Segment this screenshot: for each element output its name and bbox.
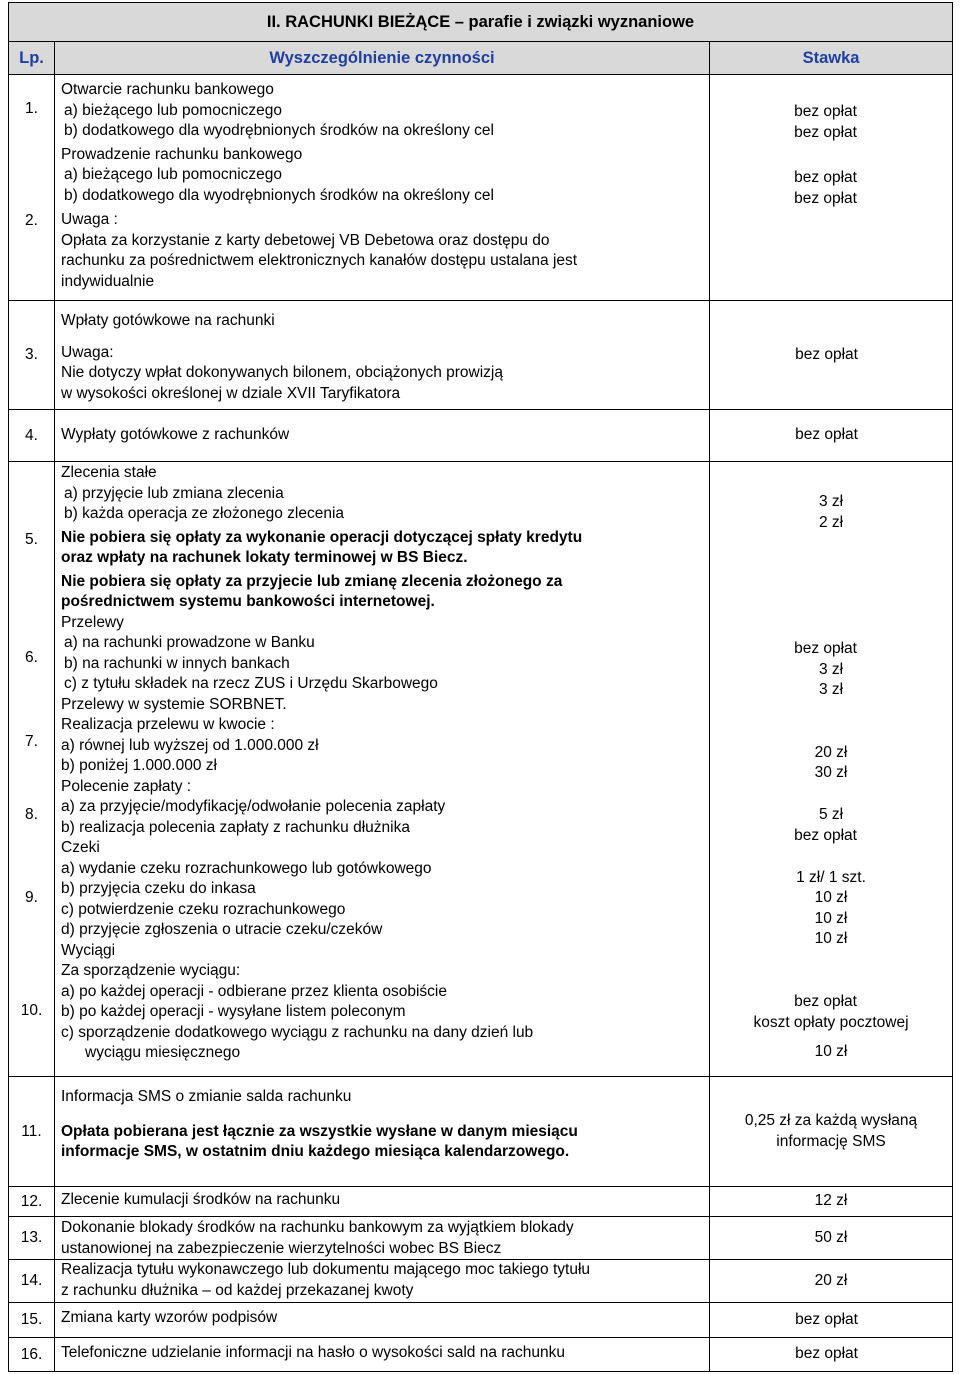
- row-9-item-b: b) przyjęcia czeku do inkasa: [61, 880, 256, 897]
- row-1-item-b: b) dodatkowego dla wyodrębnionych środków na określony cel: [64, 122, 494, 139]
- row-9-item-d: d) przyjęcie zgłoszenia o utracie czeku/czeków: [61, 921, 383, 938]
- row-11-bold-note: informacje SMS, w ostatnim dniu każdego miesiąca kalendarzowego.: [61, 1143, 570, 1160]
- row-11-rate-line: informację SMS: [776, 1132, 886, 1150]
- row-8-rate-b: bez opłat: [794, 827, 857, 844]
- row-1-rate-a: bez opłat: [794, 103, 857, 120]
- row-11-desc: [54, 1076, 710, 1187]
- row-1-rate-b: bez opłat: [794, 124, 857, 141]
- row-14-line: Realizacja tytułu wykonawczego lub dokumentu mającego moc takiego tytułu: [61, 1261, 591, 1278]
- row-9-item-a: a) wydanie czeku rozrachunkowego lub gotówkowego: [61, 859, 432, 877]
- row-3-note-label: Uwaga:: [61, 343, 114, 361]
- row-10-item-a: a) po każdej operacji - odbierane przez klienta osobiście: [61, 982, 447, 1000]
- block-lp-1-2: [8, 74, 55, 301]
- row-16-rate-value: bez opłat: [795, 1345, 858, 1363]
- row-15-lp: 15.: [8, 1302, 55, 1338]
- row-5-lp: 5.: [25, 531, 38, 548]
- row-5-bold-note: pośrednictwem systemu bankowości internetowej.: [61, 593, 435, 610]
- row-2-item-b: b) dodatkowego dla wyodrębnionych środków na określony cel: [64, 186, 494, 204]
- row-14-desc: [54, 1259, 710, 1303]
- row-5-rate-a: 3 zł: [818, 493, 844, 510]
- row-1-lp: 1.: [25, 100, 38, 117]
- row-13-rate: [709, 1216, 953, 1260]
- row-11-title: Informacja SMS o zmianie salda rachunku: [61, 1088, 352, 1105]
- block-rate-5-10: [709, 461, 953, 1077]
- row-7-item-a: a) równej lub wyższej od 1.000.000 zł: [61, 736, 319, 754]
- row-8-title: Polecenie zapłaty :: [61, 777, 192, 795]
- row-14-rate: [709, 1259, 953, 1303]
- row-2-item-a: a) bieżącego lub pomocniczego: [64, 166, 282, 183]
- row-13-rate-value: 50 zł: [814, 1228, 848, 1246]
- block-desc-5-10: [54, 461, 710, 1077]
- row-6-title: Przelewy: [61, 613, 124, 631]
- row-5-rate-b: 2 zł: [818, 514, 844, 531]
- row-12-title: Zlecenie kumulacji środków na rachunku: [61, 1191, 341, 1208]
- row-7-lp: 7.: [25, 733, 38, 750]
- row-10-lp: 10.: [20, 1002, 43, 1019]
- row-3-title: Wpłaty gotówkowe na rachunki: [61, 312, 275, 329]
- block-rate-1-2: [709, 74, 953, 301]
- row-4-lp: 4.: [8, 409, 55, 462]
- row-3-note-line: w wysokości określonej w dziale XVII Taryfikatora: [61, 384, 401, 402]
- header-rate: Stawka: [709, 41, 953, 75]
- row-10-item-c-cont: wyciągu miesięcznego: [85, 1044, 241, 1061]
- row-14-rate-value: 20 zł: [814, 1271, 848, 1289]
- row-9-title: Czeki: [61, 839, 100, 856]
- row-11-rate: [709, 1076, 953, 1187]
- row-3-rate: [709, 300, 953, 410]
- row-7-rate-b: 30 zł: [814, 764, 848, 781]
- row-3-desc: [54, 300, 710, 410]
- row-10-rate-a: bez opłat: [794, 993, 857, 1010]
- row-14-line: z rachunku dłużnika – od każdej przekazanej kwoty: [61, 1281, 414, 1299]
- row-2-note-label: Uwaga :: [61, 211, 118, 228]
- row-7-title: Przelewy w systemie SORBNET.: [61, 695, 287, 713]
- row-16-title: Telefoniczne udzielanie informacji na hasło o wysokości sald na rachunku: [61, 1344, 566, 1361]
- row-9-rate-c: 10 zł: [814, 910, 848, 927]
- row-13-desc: [54, 1216, 710, 1260]
- row-6-rate-b: 3 zł: [818, 661, 844, 678]
- row-10-item-b: b) po każdej operacji - wysyłane listem poleconym: [61, 1003, 406, 1020]
- row-16-lp: 16.: [8, 1337, 55, 1372]
- row-6-lp: 6.: [25, 649, 38, 666]
- row-13-lp: 13.: [8, 1216, 55, 1260]
- row-8-lp: 8.: [25, 806, 38, 823]
- row-2-note-line: rachunku za pośrednictwem elektronicznych kanałów dostępu ustalana jest: [61, 252, 578, 269]
- row-2-note-line: Opłata za korzystanie z karty debetowej VB Debetowa oraz dostępu do: [61, 231, 550, 249]
- row-4-desc: [54, 409, 710, 462]
- row-6-rate-a: bez opłat: [794, 640, 857, 657]
- row-10-subtitle: Za sporządzenie wyciągu:: [61, 962, 241, 979]
- row-5-bold-note: oraz wpłaty na rachunek lokaty terminowej w BS Biecz.: [61, 549, 468, 566]
- block-lp-5-10: [8, 461, 55, 1077]
- row-5-item-a: a) przyjęcie lub zmiana zlecenia: [64, 484, 284, 502]
- row-6-item-b: b) na rachunki w innych bankach: [64, 654, 290, 672]
- row-9-rate-d: 10 zł: [814, 930, 848, 947]
- row-4-title: Wypłaty gotówkowe z rachunków: [61, 426, 290, 443]
- row-9-lp: 9.: [25, 889, 38, 906]
- row-10-rate-c: 10 zł: [814, 1043, 848, 1060]
- row-9-rate-a: 1 zł/ 1 szt.: [796, 869, 866, 886]
- row-12-lp: 12.: [8, 1186, 55, 1217]
- row-15-title: Zmiana karty wzorów podpisów: [61, 1309, 278, 1326]
- row-3-rate-value: bez opłat: [795, 345, 858, 363]
- row-2-lp: 2.: [25, 212, 38, 229]
- row-16-desc: [54, 1337, 710, 1372]
- row-2-rate-b: bez opłat: [794, 190, 857, 207]
- row-11-bold-note: Opłata pobierana jest łącznie za wszystkie wysłane w danym miesiącu: [61, 1122, 578, 1140]
- row-1-title: Otwarcie rachunku bankowego: [61, 81, 274, 98]
- row-6-rate-c: 3 zł: [818, 681, 844, 698]
- row-12-rate: [709, 1186, 953, 1217]
- row-6-item-a: a) na rachunki prowadzone w Banku: [64, 634, 315, 651]
- row-4-rate-value: bez opłat: [795, 426, 858, 444]
- row-9-item-c: c) potwierdzenie czeku rozrachunkowego: [61, 900, 346, 918]
- row-15-rate: [709, 1302, 953, 1338]
- row-11-lp: 11.: [8, 1076, 55, 1187]
- block-desc-1-2: [54, 74, 710, 301]
- row-13-line: ustanowionej na zabezpieczenie wierzytelności wobec BS Biecz: [61, 1239, 502, 1257]
- row-5-item-b: b) każda operacja ze złożonego zlecenia: [64, 505, 345, 522]
- row-10-rate-b: koszt opłaty pocztowej: [753, 1014, 909, 1031]
- header-lp: Lp.: [8, 41, 55, 75]
- row-8-rate-a: 5 zł: [818, 806, 844, 823]
- section-title: II. RACHUNKI BIEŻĄCE – parafie i związki wyznaniowe: [8, 2, 953, 42]
- row-14-lp: 14.: [8, 1259, 55, 1303]
- row-15-desc: [54, 1302, 710, 1338]
- row-2-note-line: indywidualnie: [61, 272, 155, 290]
- row-3-note-line: Nie dotyczy wpłat dokonywanych bilonem, obciążonych prowizją: [61, 364, 503, 381]
- row-2-rate-a: bez opłat: [794, 169, 857, 186]
- header-desc: Wyszczególnienie czynności: [54, 41, 710, 75]
- row-10-item-c: c) sporządzenie dodatkowego wyciągu z rachunku na dany dzień lub: [61, 1023, 534, 1041]
- row-13-line: Dokonanie blokady środków na rachunku bankowym za wyjątkiem blokady: [61, 1219, 574, 1236]
- row-9-rate-b: 10 zł: [814, 889, 848, 906]
- row-7-item-b: b) poniżej 1.000.000 zł: [61, 757, 217, 774]
- row-8-item-b: b) realizacja polecenia zapłaty z rachunku dłużnika: [61, 818, 410, 836]
- row-15-rate-value: bez opłat: [795, 1310, 858, 1328]
- row-7-rate-a: 20 zł: [814, 744, 848, 761]
- row-8-item-a: a) za przyjęcie/modyfikację/odwołanie polecenia zapłaty: [61, 798, 446, 815]
- row-6-item-c: c) z tytułu składek na rzecz ZUS i Urzędu Skarbowego: [64, 675, 438, 692]
- row-2-title: Prowadzenie rachunku bankowego: [61, 145, 303, 163]
- row-5-title: Zlecenia stałe: [61, 464, 157, 481]
- row-4-rate: [709, 409, 953, 462]
- row-7-subtitle: Realizacja przelewu w kwocie :: [61, 716, 275, 733]
- row-10-title: Wyciągi: [61, 941, 116, 959]
- row-3-lp: 3.: [8, 300, 55, 410]
- row-16-rate: [709, 1337, 953, 1372]
- row-12-rate-value: 12 zł: [814, 1192, 848, 1210]
- row-11-rate-line: 0,25 zł za każdą wysłaną: [744, 1112, 918, 1129]
- row-12-desc: [54, 1186, 710, 1217]
- row-5-bold-note: Nie pobiera się opłaty za wykonanie operacji dotyczącej spłaty kredytu: [61, 528, 583, 546]
- row-1-item-a: a) bieżącego lub pomocniczego: [64, 101, 282, 119]
- row-5-bold-note: Nie pobiera się opłaty za przyjecie lub zmianę zlecenia złożonego za: [61, 572, 563, 590]
